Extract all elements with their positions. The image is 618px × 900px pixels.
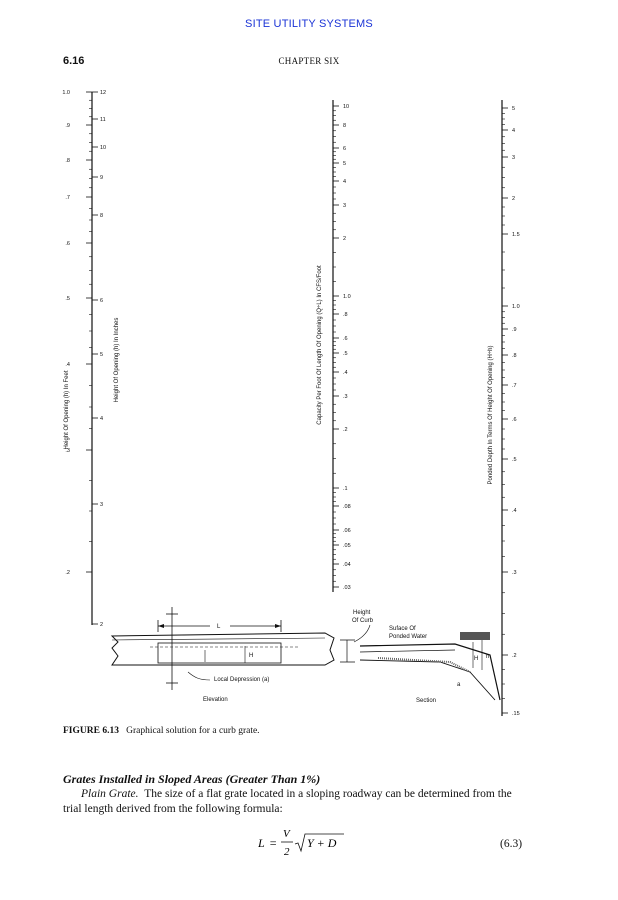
- axis-h-feet-label: Height Of Opening (h) In Feet: [64, 370, 70, 450]
- tick-label: .8: [65, 158, 70, 164]
- tick-label: .3: [512, 570, 517, 576]
- tick-label: 4: [512, 128, 516, 134]
- tick-label: 3: [512, 155, 516, 161]
- equation-number: (6.3): [500, 838, 523, 850]
- chapter-title: CHAPTER SIX: [278, 56, 340, 66]
- axis-h-inches-label: Height Of Opening (h) In Inches: [114, 317, 120, 403]
- equation-graphic: [258, 826, 368, 860]
- tick-label: .3: [343, 394, 348, 400]
- tick-label: 2: [100, 622, 104, 628]
- body-paragraph: [63, 787, 528, 817]
- section-diagram: [352, 610, 500, 704]
- axis-ponded-label: Ponded Depth In Terms Of Height Of Opening (H÷h): [488, 345, 494, 485]
- tick-label: .08: [343, 504, 351, 510]
- tick-label: 1.0: [343, 294, 351, 300]
- tick-label: .7: [512, 383, 517, 389]
- tick-label: .6: [512, 417, 517, 423]
- tick-label: .4: [512, 508, 517, 514]
- label-section: Section: [416, 698, 437, 704]
- label-H-sect: H: [474, 656, 479, 662]
- tick-label: 5: [343, 161, 347, 167]
- tick-label: 12: [100, 90, 107, 96]
- tick-label: 2: [343, 236, 347, 242]
- tick-label: .2: [512, 653, 517, 659]
- eq-lhs: L: [258, 836, 265, 850]
- tick-label: 6: [100, 298, 104, 304]
- tick-label: .04: [343, 562, 351, 568]
- label-height-of-curb-2: Of Curb: [352, 618, 374, 624]
- tick-label: 2: [512, 196, 516, 202]
- tick-label: 9: [100, 175, 104, 181]
- tick-label: .9: [65, 123, 70, 129]
- axis-ponded-depth: [488, 100, 520, 717]
- tick-label: 4: [100, 416, 104, 422]
- tick-label: 1.5: [512, 232, 520, 238]
- label-surface-2: Ponded Water: [389, 634, 428, 640]
- tick-label: 4: [343, 179, 347, 185]
- tick-label: 10: [100, 145, 107, 151]
- tick-label: .03: [343, 585, 351, 591]
- label-h-sect: h: [486, 654, 490, 660]
- tick-label: .8: [512, 353, 517, 359]
- tick-label: .4: [343, 370, 348, 376]
- tick-label: .2: [65, 570, 70, 576]
- tick-label: 8: [343, 123, 347, 129]
- tick-label: .8: [343, 312, 348, 318]
- tick-label: 1.0: [62, 90, 70, 96]
- tick-label: .15: [512, 711, 520, 717]
- label-H-elev: H: [249, 653, 254, 659]
- run-in-heading: Plain Grate.: [81, 788, 139, 800]
- tick-label: .1: [343, 486, 348, 492]
- tick-label: 3: [100, 502, 104, 508]
- tick-label: 8: [100, 213, 104, 219]
- label-a-sect: a: [457, 682, 461, 688]
- axis-h-inches: [92, 90, 120, 628]
- eq-radicand: Y + D: [307, 836, 337, 850]
- label-local-depression: Local Depression (a): [214, 677, 270, 683]
- tick-label: .5: [512, 457, 517, 463]
- tick-label: .6: [343, 336, 348, 342]
- label-L: L: [217, 624, 221, 630]
- label-surface-1: Suface Of: [389, 626, 416, 632]
- tick-label: .2: [343, 427, 348, 433]
- tick-label: .5: [343, 351, 348, 357]
- equation: [258, 826, 368, 863]
- axis-capacity-label: Capacity Per Foot Of Length Of Opening (Q÷L) In CFS/Foot: [317, 265, 323, 425]
- tick-label: .7: [65, 195, 70, 201]
- eq-numerator: V: [283, 828, 290, 840]
- tick-label: .9: [512, 327, 517, 333]
- tick-label: 11: [100, 117, 106, 123]
- tick-label: 5: [100, 352, 104, 358]
- figure-caption: [63, 726, 260, 736]
- caption-text: Graphical solution for a curb grate.: [126, 726, 260, 736]
- elevation-diagram: [112, 607, 355, 703]
- axis-h-feet: [62, 90, 92, 625]
- tick-label: 5: [512, 106, 516, 112]
- eq-denominator: 2: [284, 846, 290, 858]
- tick-label: .4: [65, 362, 70, 368]
- tick-label: 10: [343, 104, 350, 110]
- label-height-of-curb-1: Height: [353, 610, 371, 616]
- label-elevation: Elevation: [203, 697, 228, 703]
- running-head: SITE UTILITY SYSTEMS: [245, 18, 373, 30]
- axis-capacity: [317, 100, 351, 592]
- tick-label: .6: [65, 241, 70, 247]
- tick-label: 1.0: [512, 304, 520, 310]
- page-number: 6.16: [63, 55, 85, 67]
- paragraph-text: The size of a flat grate located in a sloping roadway can be determined from the trial length derived from the following formula:: [63, 788, 512, 815]
- section-heading: Grates Installed in Sloped Areas (Greater Than 1%): [63, 772, 321, 786]
- tick-label: .06: [343, 528, 351, 534]
- caption-label: FIGURE 6.13: [63, 726, 119, 736]
- tick-label: .05: [343, 543, 351, 549]
- tick-label: 6: [343, 146, 347, 152]
- tick-label: .3: [65, 448, 70, 454]
- svg-text:=: =: [269, 836, 278, 850]
- tick-label: 3: [343, 203, 347, 209]
- tick-label: .5: [65, 296, 70, 302]
